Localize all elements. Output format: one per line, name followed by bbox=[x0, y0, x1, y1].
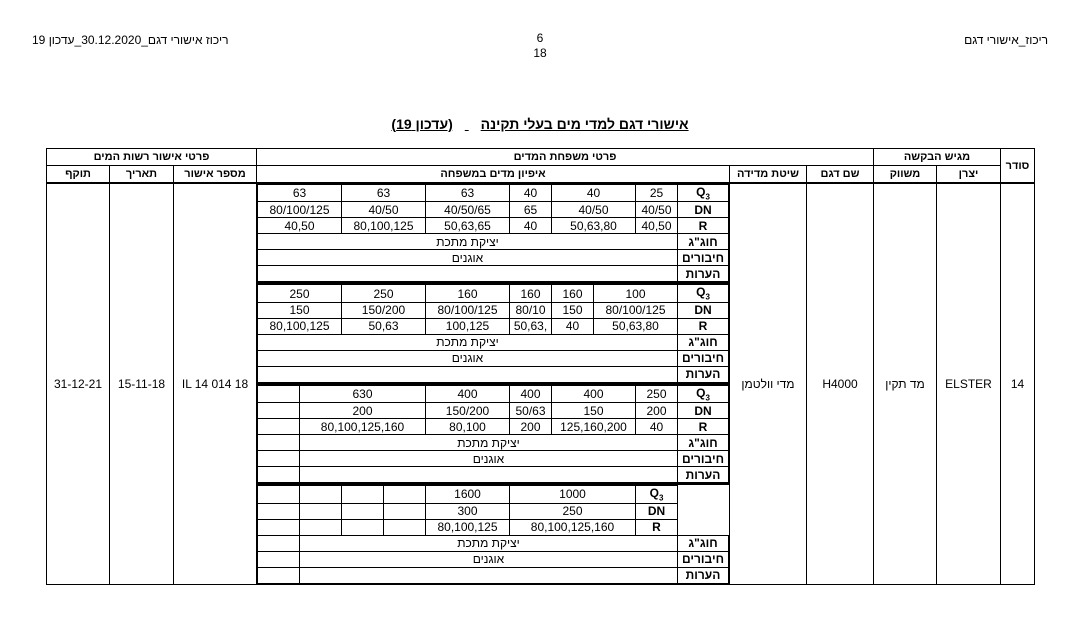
spec-body-value: יציקת מתכת bbox=[300, 435, 678, 451]
header-marketer: משווק bbox=[874, 166, 937, 184]
spec-r-value: 40,50 bbox=[258, 218, 342, 234]
cell-family-specs bbox=[257, 183, 730, 584]
label-dn: DN bbox=[678, 302, 729, 318]
spec-r-value: 40,50 bbox=[636, 218, 678, 234]
header-manufacturer: יצרן bbox=[937, 166, 1001, 184]
spec-dn-value: 150 bbox=[258, 302, 342, 318]
spec-row-connections bbox=[258, 551, 729, 567]
spec-empty-cell bbox=[384, 519, 426, 535]
spec-connections-value: אוגנים bbox=[258, 350, 678, 366]
spec-connections-value: אוגנים bbox=[258, 250, 678, 266]
spec-body-value: יציקת מתכת bbox=[258, 234, 678, 250]
header-model-name: שם דגם bbox=[807, 166, 874, 184]
spec-empty-cell bbox=[258, 486, 300, 503]
label-body: חוג"ג bbox=[678, 334, 729, 350]
spec-q3-value: 400 bbox=[510, 385, 552, 402]
page-title-update: (עדכון 19) bbox=[391, 116, 453, 132]
spec-empty-cell bbox=[384, 486, 426, 503]
label-notes: הערות bbox=[678, 467, 729, 483]
spec-r-value: 40 bbox=[510, 218, 552, 234]
spec-r-value: 50,63 bbox=[342, 318, 426, 334]
header-applicant-group: מגיש הבקשה bbox=[874, 149, 1001, 166]
label-r: R bbox=[678, 218, 729, 234]
header-date: תאריך bbox=[110, 166, 174, 184]
spec-q3-value: 160 bbox=[510, 285, 552, 302]
spec-r-value: 50,63,80 bbox=[594, 318, 678, 334]
spec-dn-value: 80/100/125 bbox=[426, 302, 510, 318]
spec-row-q3 bbox=[258, 385, 729, 402]
label-dn: DN bbox=[678, 202, 729, 218]
label-body: חוג"ג bbox=[678, 535, 729, 551]
spec-r-value: 100,125 bbox=[426, 318, 510, 334]
cell-serial: 14 bbox=[1001, 183, 1035, 584]
spec-r-value: 50,63, bbox=[510, 318, 552, 334]
spec-q3-value: 160 bbox=[552, 285, 594, 302]
label-notes: הערות bbox=[678, 567, 729, 583]
label-notes: הערות bbox=[678, 266, 729, 282]
spec-notes-value bbox=[300, 567, 678, 583]
spec-dn-value: 200 bbox=[636, 403, 678, 419]
spec-q3-value: 250 bbox=[636, 385, 678, 402]
spec-notes-value bbox=[300, 467, 678, 483]
spec-q3-value: 40 bbox=[510, 185, 552, 202]
spec-q3-value: 25 bbox=[636, 185, 678, 202]
spec-dn-value: 250 bbox=[510, 503, 636, 519]
label-r: R bbox=[636, 519, 678, 535]
spec-dn-value: 40/50 bbox=[636, 202, 678, 218]
label-dn: DN bbox=[678, 403, 729, 419]
spec-block bbox=[257, 385, 729, 485]
header-measure-method: שיטת מדידה bbox=[730, 166, 807, 184]
spec-q3-value: 250 bbox=[258, 285, 342, 302]
spec-row-r bbox=[258, 519, 729, 535]
header-approval-number: מספר אישור bbox=[174, 166, 257, 184]
label-dn: DN bbox=[636, 503, 678, 519]
spec-empty-cell bbox=[258, 503, 300, 519]
spec-empty-cell bbox=[258, 435, 300, 451]
spec-row-connections bbox=[258, 451, 729, 467]
spec-dn-value: 40/50 bbox=[342, 202, 426, 218]
spec-row-body bbox=[258, 234, 729, 250]
spec-block bbox=[257, 485, 729, 583]
spec-empty-cell bbox=[258, 419, 300, 435]
spec-empty-cell bbox=[258, 385, 300, 402]
spec-empty-cell bbox=[342, 503, 384, 519]
spec-empty-cell bbox=[258, 535, 300, 551]
spec-q3-value: 100 bbox=[594, 285, 678, 302]
spec-row-r bbox=[258, 318, 729, 334]
spec-empty-cell bbox=[300, 503, 342, 519]
spec-row-dn bbox=[258, 503, 729, 519]
cell-manufacturer: ELSTER bbox=[937, 183, 1001, 584]
spec-row-notes bbox=[258, 266, 729, 282]
spec-dn-value: 150 bbox=[552, 302, 594, 318]
page-title bbox=[0, 116, 1080, 132]
spec-row-dn bbox=[258, 403, 729, 419]
spec-notes-value bbox=[258, 266, 678, 282]
header-family-specs: איפיון מדים במשפחה bbox=[257, 166, 730, 184]
spec-q3-value: 1000 bbox=[510, 486, 636, 503]
header-family-group: פרטי משפחת המדים bbox=[257, 149, 874, 166]
label-body: חוג"ג bbox=[678, 234, 729, 250]
label-connections: חיבורים bbox=[678, 350, 729, 366]
spec-row-body bbox=[258, 334, 729, 350]
spec-empty-cell bbox=[342, 486, 384, 503]
spec-body-value: יציקת מתכת bbox=[258, 334, 678, 350]
spec-body-value: יציקת מתכת bbox=[300, 535, 678, 551]
spec-blocks bbox=[257, 184, 729, 584]
spec-empty-cell bbox=[258, 551, 300, 567]
label-r: R bbox=[678, 318, 729, 334]
spec-q3-value: 250 bbox=[342, 285, 426, 302]
spec-row-r bbox=[258, 419, 729, 435]
header-document-name: ריכוז אישורי דגם_30.12.2020_עדכון 19 bbox=[32, 33, 229, 47]
spec-row-connections bbox=[258, 250, 729, 266]
spec-notes-value bbox=[258, 366, 678, 382]
spec-row-notes bbox=[258, 467, 729, 483]
spec-empty-cell bbox=[384, 503, 426, 519]
spec-block bbox=[257, 284, 729, 384]
label-r: R bbox=[678, 419, 729, 435]
spec-q3-value: 63 bbox=[426, 185, 510, 202]
cell-validity: 31-12-21 bbox=[47, 183, 110, 584]
approvals-table bbox=[46, 148, 1035, 585]
spec-row-body bbox=[258, 435, 729, 451]
spec-row-dn bbox=[258, 202, 729, 218]
spec-row-q3 bbox=[258, 486, 729, 503]
spec-q3-value: 1600 bbox=[426, 486, 510, 503]
header-serial: סודר bbox=[1001, 149, 1035, 184]
spec-q3-value: 400 bbox=[426, 385, 510, 402]
spec-r-value: 80,100,125 bbox=[258, 318, 342, 334]
spec-r-value: 80,100,125,160 bbox=[510, 519, 636, 535]
label-notes: הערות bbox=[678, 366, 729, 382]
spec-dn-value: 40/50 bbox=[552, 202, 636, 218]
spec-empty-cell bbox=[258, 467, 300, 483]
spec-r-value: 80,100,125 bbox=[342, 218, 426, 234]
spec-block bbox=[257, 184, 729, 284]
spec-dn-value: 300 bbox=[426, 503, 510, 519]
spec-dn-value: 80/100/125 bbox=[258, 202, 342, 218]
spec-q3-value: 400 bbox=[552, 385, 636, 402]
spec-r-value: 80,100 bbox=[426, 419, 510, 435]
header-summary-name: ריכוז_אישורי דגם bbox=[964, 33, 1048, 47]
spec-connections-value: אוגנים bbox=[300, 551, 678, 567]
spec-r-value: 80,100,125 bbox=[426, 519, 510, 535]
page-number bbox=[0, 31, 1080, 61]
spec-q3-value: 40 bbox=[552, 185, 636, 202]
cell-measure-method: מדי וולטמן bbox=[730, 183, 807, 584]
spec-dn-value: 80/100/125 bbox=[594, 302, 678, 318]
page-number-current: 6 bbox=[536, 31, 544, 45]
spec-empty-cell bbox=[258, 451, 300, 467]
page-title-main: אישורי דגם למדי מים בעלי תקינה bbox=[480, 116, 689, 132]
spec-q3-value: 630 bbox=[300, 385, 426, 402]
spec-empty-cell bbox=[258, 403, 300, 419]
label-connections: חיבורים bbox=[678, 451, 729, 467]
cell-marketer: מד תקין bbox=[874, 183, 937, 584]
label-q3: $Q_3$ bbox=[678, 285, 729, 302]
label-q3: $Q_3$ bbox=[636, 486, 678, 503]
spec-empty-cell bbox=[300, 486, 342, 503]
spec-dn-value: 80/10 bbox=[510, 302, 552, 318]
label-connections: חיבורים bbox=[678, 551, 729, 567]
spec-row-body bbox=[258, 535, 729, 551]
spec-dn-value: 150/200 bbox=[342, 302, 426, 318]
cell-date: 15-11-18 bbox=[110, 183, 174, 584]
spec-dn-value: 50/63 bbox=[510, 403, 552, 419]
spec-dn-value: 200 bbox=[300, 403, 426, 419]
spec-q3-value: 160 bbox=[426, 285, 510, 302]
label-q3: $Q_3$ bbox=[678, 385, 729, 402]
spec-row-notes bbox=[258, 366, 729, 382]
spec-dn-value: 40/50/65 bbox=[426, 202, 510, 218]
spec-dn-value: 150 bbox=[552, 403, 636, 419]
cell-approval-number: IL 14 014 18 bbox=[174, 183, 257, 584]
spec-r-value: 200 bbox=[510, 419, 552, 435]
spec-row-r bbox=[258, 218, 729, 234]
spec-q3-value: 63 bbox=[342, 185, 426, 202]
spec-row-connections bbox=[258, 350, 729, 366]
spec-row-q3 bbox=[258, 285, 729, 302]
label-q3: $Q_3$ bbox=[678, 185, 729, 202]
spec-empty-cell bbox=[258, 567, 300, 583]
spec-q3-value: 63 bbox=[258, 185, 342, 202]
spec-row-q3 bbox=[258, 185, 729, 202]
spec-dn-value: 150/200 bbox=[426, 403, 510, 419]
spec-dn-value: 65 bbox=[510, 202, 552, 218]
spec-connections-value: אוגנים bbox=[300, 451, 678, 467]
spec-r-value: 50,63,65 bbox=[426, 218, 510, 234]
label-connections: חיבורים bbox=[678, 250, 729, 266]
header-approval-group: פרטי אישור רשות המים bbox=[47, 149, 257, 166]
spec-r-value: 125,160,200 bbox=[552, 419, 636, 435]
label-body: חוג"ג bbox=[678, 435, 729, 451]
header-validity: תוקף bbox=[47, 166, 110, 184]
spec-r-value: 40 bbox=[552, 318, 594, 334]
spec-r-value: 50,63,80 bbox=[552, 218, 636, 234]
page-number-total: 18 bbox=[533, 46, 547, 60]
spec-empty-cell bbox=[342, 519, 384, 535]
spec-r-value: 80,100,125,160 bbox=[300, 419, 426, 435]
spec-empty-cell bbox=[258, 519, 300, 535]
cell-model-name: H4000 bbox=[807, 183, 874, 584]
spec-row-notes bbox=[258, 567, 729, 583]
spec-empty-cell bbox=[300, 519, 342, 535]
spec-r-value: 40 bbox=[636, 419, 678, 435]
spec-row-dn bbox=[258, 302, 729, 318]
